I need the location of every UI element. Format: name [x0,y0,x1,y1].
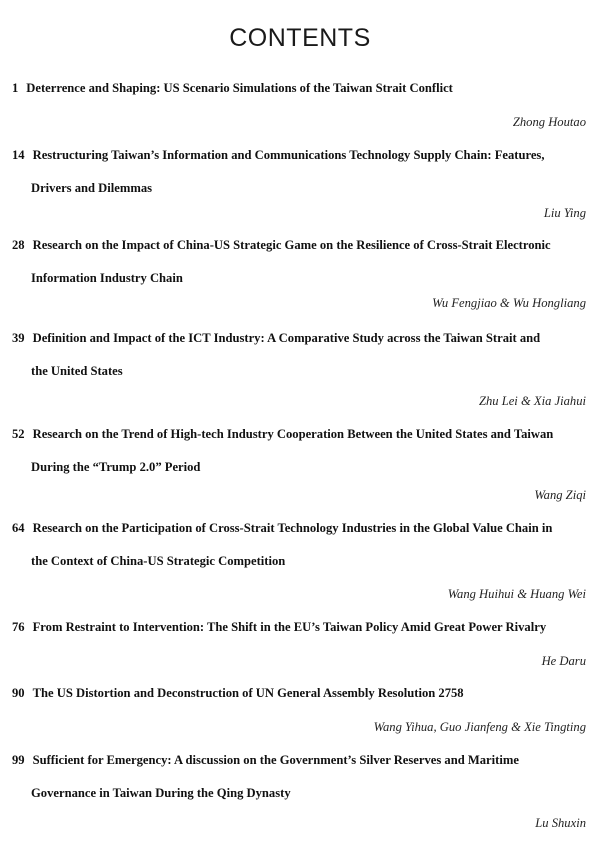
entry-author: Zhong Houtao [512,115,586,129]
entry-title: Research on the Participation of Cross-Strait Technology Industries in the Global Value Chain in [32,521,553,535]
entry-page-number: 14 [12,148,25,162]
entry-title-line [12,331,540,346]
entry-title-continued: Drivers and Dilemmas [31,181,153,195]
entry-page-number: 52 [12,427,25,441]
entry-title-continued: During the “Trump 2.0” Period [31,460,201,474]
entry-page-number: 99 [12,753,25,767]
entry-author: He Daru [541,654,586,668]
entry-page-number: 1 [12,81,19,95]
entry-title-continued: the United States [31,364,123,378]
entry-author: Zhu Lei & Xia Jiahui [478,394,586,408]
entry-title: From Restraint to Intervention: The Shift in the EU’s Taiwan Policy Amid Great Power Rivalry [32,620,547,634]
entry-author: Wu Fengjiao & Wu Hongliang [432,296,586,310]
entry-title-line [12,238,551,253]
entry-title: The US Distortion and Deconstruction of UN General Assembly Resolution 2758 [32,686,464,700]
entry-title: Restructuring Taiwan’s Information and Communications Technology Supply Chain: Features, [32,148,545,162]
entry-title-line [12,620,546,635]
entry-author: Lu Shuxin [535,816,586,830]
entry-title: Research on the Trend of High-tech Industry Cooperation Between the United States and Taiwan [32,427,554,441]
page-title: CONTENTS [229,24,371,52]
entry-title-line [12,753,519,768]
entry-page-number: 28 [12,238,25,252]
entry-title-continued: the Context of China-US Strategic Competition [31,554,286,568]
entry-author: Wang Ziqi [534,488,586,502]
entry-title: Deterrence and Shaping: US Scenario Simulations of the Taiwan Strait Conflict [26,81,453,95]
entry-page-number: 64 [12,521,25,535]
entry-title-line [12,521,552,536]
entry-page-number: 39 [12,331,25,345]
entry-title-line [12,686,464,701]
entry-author: Wang Huihui & Huang Wei [447,587,586,601]
entry-page-number: 90 [12,686,25,700]
entry-title: Sufficient for Emergency: A discussion on the Government’s Silver Reserves and Maritime [32,753,519,767]
entry-author: Liu Ying [543,206,586,220]
entry-title: Definition and Impact of the ICT Industry: A Comparative Study across the Taiwan Strait and [32,331,541,345]
entry-author: Wang Yihua, Guo Jianfeng & Xie Tingting [373,720,586,734]
entry-title-line [12,427,553,442]
entry-page-number: 76 [12,620,25,634]
entry-title-line [12,148,544,163]
entry-title-continued: Governance in Taiwan During the Qing Dynasty [31,786,291,800]
entry-title-line [12,81,453,96]
entry-title: Research on the Impact of China-US Strategic Game on the Resilience of Cross-Strait Electronic [32,238,551,252]
entry-title-continued: Information Industry Chain [31,271,183,285]
